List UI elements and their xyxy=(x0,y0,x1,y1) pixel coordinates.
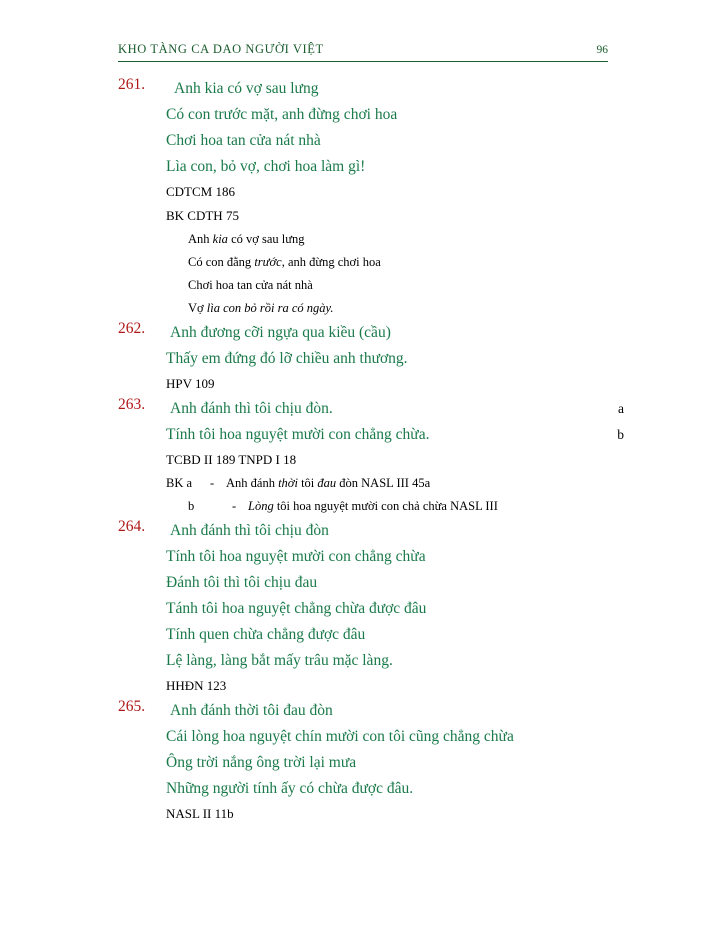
entry-265 xyxy=(118,698,628,826)
source-line: TCBD II 189 TNPD I 18 xyxy=(166,452,297,467)
verse-line: Anh đương cỡi ngựa qua kiều (cầu) xyxy=(170,324,391,341)
source-line: CDTCM 186 xyxy=(166,184,235,199)
variant-row xyxy=(166,495,628,518)
verse-line: Ông trời nắng ông trời lại mưa xyxy=(166,754,357,771)
source-line: HPV 109 xyxy=(166,376,215,391)
page-content xyxy=(118,76,628,826)
verse-line: Anh kia có vợ sau lưng xyxy=(174,80,319,97)
entry-body xyxy=(166,518,628,698)
entry-body xyxy=(166,320,628,396)
entry-263 xyxy=(118,396,628,518)
header-page-number: 96 xyxy=(596,44,608,56)
verse-line: Anh đánh thì tôi chịu đòn xyxy=(170,522,329,539)
verse-line: Tính quen chừa chẳng được đâu xyxy=(166,626,366,643)
entry-number: 261. xyxy=(118,76,146,93)
verse-line: Thấy em đứng đó lỡ chiều anh thương. xyxy=(166,350,408,367)
verse-line: Chơi hoa tan cửa nát nhà xyxy=(166,132,321,149)
entry-number: 264. xyxy=(118,518,146,535)
entry-number: 265. xyxy=(118,698,146,715)
entry-number: 262. xyxy=(118,320,146,337)
source-line: BK CDTH 75 xyxy=(166,208,239,223)
variant-line: Có con đằng trước, anh đừng chơi hoa xyxy=(188,255,381,269)
verse-marker: b xyxy=(617,427,624,442)
verse-line: Anh đánh thời tôi đau đòn xyxy=(170,702,333,719)
entry-number: 263. xyxy=(118,396,146,413)
source-line: NASL II 11b xyxy=(166,806,234,821)
verse-line: Những người tính ấy có chừa được đâu. xyxy=(166,780,414,797)
page-header xyxy=(118,42,608,62)
variant-dash: - xyxy=(210,476,215,490)
variant-dash: - xyxy=(232,499,237,513)
variant-label: BK a xyxy=(166,476,193,490)
variant-row xyxy=(166,472,628,495)
variant-text: Anh đánh thời tôi đau đòn NASL III 45a xyxy=(226,476,431,490)
entry-261 xyxy=(118,76,628,320)
entry-body xyxy=(166,698,628,826)
verse-line: Anh đánh thì tôi chịu đòn. xyxy=(170,400,333,417)
verse-line: Tính tôi hoa nguyệt mười con chẳng chừa xyxy=(166,548,426,565)
variant-line: Vợ lìa con bỏ rồi ra có ngày. xyxy=(188,301,334,315)
entry-264 xyxy=(118,518,628,698)
verse-line: Cái lòng hoa nguyệt chín mười con tôi cũng chẳng chừa xyxy=(166,728,514,745)
entry-body xyxy=(166,396,628,518)
verse-line: Đánh tôi thì tôi chịu đau xyxy=(166,574,318,591)
entry-body xyxy=(166,76,628,320)
verse-line: Tính tôi hoa nguyệt mười con chẳng chừa. xyxy=(166,426,430,443)
verse-line: Tánh tôi hoa nguyệt chẳng chừa được đâu xyxy=(166,600,427,617)
source-line: HHĐN 123 xyxy=(166,678,227,693)
verse-marker: a xyxy=(618,401,624,416)
variant-line: Anh kia có vợ sau lưng xyxy=(188,232,305,246)
entry-262 xyxy=(118,320,628,396)
verse-line: Có con trước mặt, anh đừng chơi hoa xyxy=(166,106,398,123)
variant-text: Lòng tôi hoa nguyệt mười con chả chừa NASL III xyxy=(248,499,498,513)
variant-line: Chơi hoa tan cửa nát nhà xyxy=(188,278,313,292)
variant-label: b xyxy=(188,499,195,513)
verse-line: Lệ làng, làng bắt mấy trâu mặc làng. xyxy=(166,652,393,669)
verse-line: Lìa con, bỏ vợ, chơi hoa làm gì! xyxy=(166,158,366,175)
header-title: KHO TÀNG CA DAO NGƯỜI VIỆT xyxy=(118,42,324,56)
